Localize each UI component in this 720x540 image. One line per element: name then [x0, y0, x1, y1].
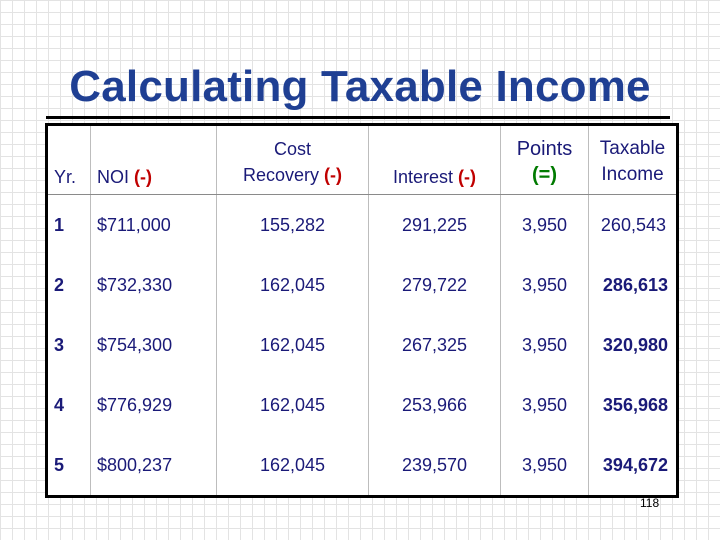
header-points: Points (=)	[501, 125, 589, 195]
cell-interest: 253,966	[369, 375, 501, 435]
cell-noi: $732,330	[91, 255, 217, 315]
cell-points: 3,950	[501, 435, 589, 497]
cell-yr: 3	[47, 315, 91, 375]
cell-noi: $800,237	[91, 435, 217, 497]
cell-yr: 2	[47, 255, 91, 315]
slide-title: Calculating Taxable Income	[69, 62, 651, 111]
table-header-row	[47, 125, 678, 195]
cell-yr: 1	[47, 195, 91, 256]
header-cost-recovery: Cost Recovery (-)	[217, 125, 369, 195]
header-taxable-income: Taxable Income	[589, 125, 678, 195]
cell-points: 3,950	[501, 195, 589, 256]
cell-taxable-income: 394,672	[589, 435, 678, 497]
cell-taxable-income: 260,543	[589, 195, 678, 256]
cell-cost-recovery: 162,045	[217, 255, 369, 315]
cell-interest: 291,225	[369, 195, 501, 256]
header-interest: Interest (-)	[369, 125, 501, 195]
header-yr: Yr.	[47, 125, 91, 195]
taxable-income-table	[45, 123, 679, 498]
cell-cost-recovery: 155,282	[217, 195, 369, 256]
page-number: 118	[640, 496, 660, 510]
cell-yr: 4	[47, 375, 91, 435]
cell-taxable-income: 320,980	[589, 315, 678, 375]
table-row	[47, 435, 678, 497]
title-underline	[46, 116, 670, 119]
table-row	[47, 375, 678, 435]
cell-interest: 279,722	[369, 255, 501, 315]
cell-points: 3,950	[501, 255, 589, 315]
header-noi: NOI (-)	[91, 125, 217, 195]
cell-cost-recovery: 162,045	[217, 375, 369, 435]
table-row	[47, 255, 678, 315]
cell-points: 3,950	[501, 315, 589, 375]
cell-yr: 5	[47, 435, 91, 497]
cell-noi: $711,000	[91, 195, 217, 256]
cell-cost-recovery: 162,045	[217, 315, 369, 375]
cell-noi: $776,929	[91, 375, 217, 435]
cell-interest: 239,570	[369, 435, 501, 497]
cell-points: 3,950	[501, 375, 589, 435]
cell-interest: 267,325	[369, 315, 501, 375]
cell-cost-recovery: 162,045	[217, 435, 369, 497]
cell-noi: $754,300	[91, 315, 217, 375]
table-row	[47, 315, 678, 375]
cell-taxable-income: 356,968	[589, 375, 678, 435]
table-row	[47, 195, 678, 256]
cell-taxable-income: 286,613	[589, 255, 678, 315]
